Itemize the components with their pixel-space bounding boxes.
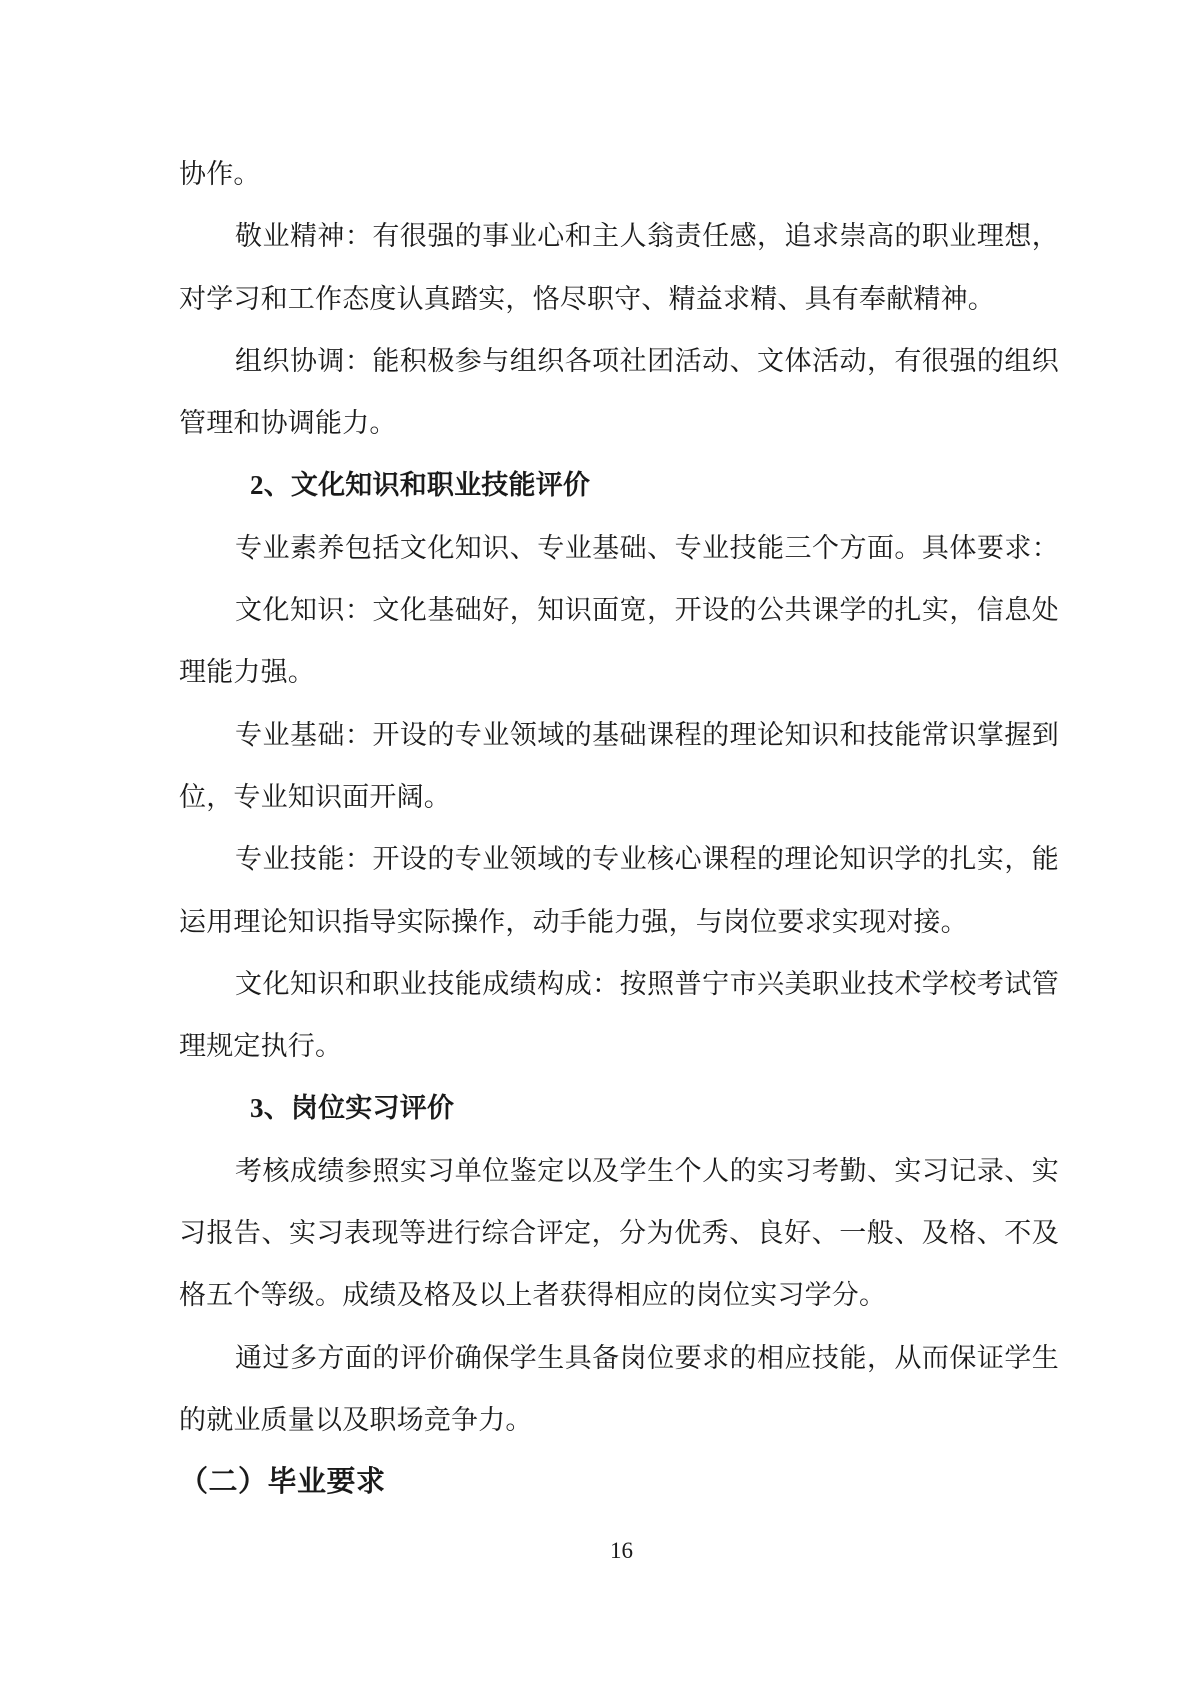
text-line: 对学习和工作态度认真踏实，恪尽职守、精益求精、具有奉献精神。	[179, 283, 995, 314]
text-line: 专业素养包括文化知识、专业基础、专业技能三个方面。具体要求：	[235, 532, 1059, 563]
text-line: 的就业质量以及职场竞争力。	[179, 1404, 533, 1435]
heading-line: 3、岗位实习评价	[250, 1093, 455, 1124]
heading-line: 2、文化知识和职业技能评价	[250, 470, 591, 501]
text-line: 组织协调：能积极参与组织各项社团活动、文体活动，有很强的组织	[235, 345, 1059, 376]
text-line: 敬业精神：有很强的事业心和主人翁责任感，追求崇高的职业理想，	[235, 221, 1059, 252]
text-line: 考核成绩参照实习单位鉴定以及学生个人的实习考勤、实习记录、实	[235, 1155, 1059, 1186]
text-line: 通过多方面的评价确保学生具备岗位要求的相应技能，从而保证学生	[235, 1342, 1059, 1373]
text-line: 专业基础：开设的专业领域的基础课程的理论知识和技能常识掌握到	[235, 719, 1059, 750]
text-line: 格五个等级。成绩及格及以上者获得相应的岗位实习学分。	[179, 1280, 887, 1311]
text-line: 专业技能：开设的专业领域的专业核心课程的理论知识学的扎实，能	[235, 844, 1059, 875]
text-line: 习报告、实习表现等进行综合评定，分为优秀、良好、一般、及格、不及	[179, 1218, 1059, 1249]
text-line: 运用理论知识指导实际操作，动手能力强，与岗位要求实现对接。	[179, 906, 968, 937]
text-line: 协作。	[179, 159, 261, 189]
heading-line: （二）毕业要求	[179, 1466, 386, 1499]
text-line: 位，专业知识面开阔。	[179, 781, 451, 812]
text-line: 文化知识和职业技能成绩构成：按照普宁市兴美职业技术学校考试管	[235, 968, 1059, 999]
page-number: 16	[610, 1538, 633, 1563]
text-line: 管理和协调能力。	[179, 408, 397, 439]
text-line: 理规定执行。	[179, 1031, 343, 1062]
document-body	[179, 143, 1059, 1514]
text-line: 文化知识：文化基础好，知识面宽，开设的公共课学的扎实，信息处	[235, 595, 1059, 626]
text-line: 理能力强。	[179, 657, 315, 688]
